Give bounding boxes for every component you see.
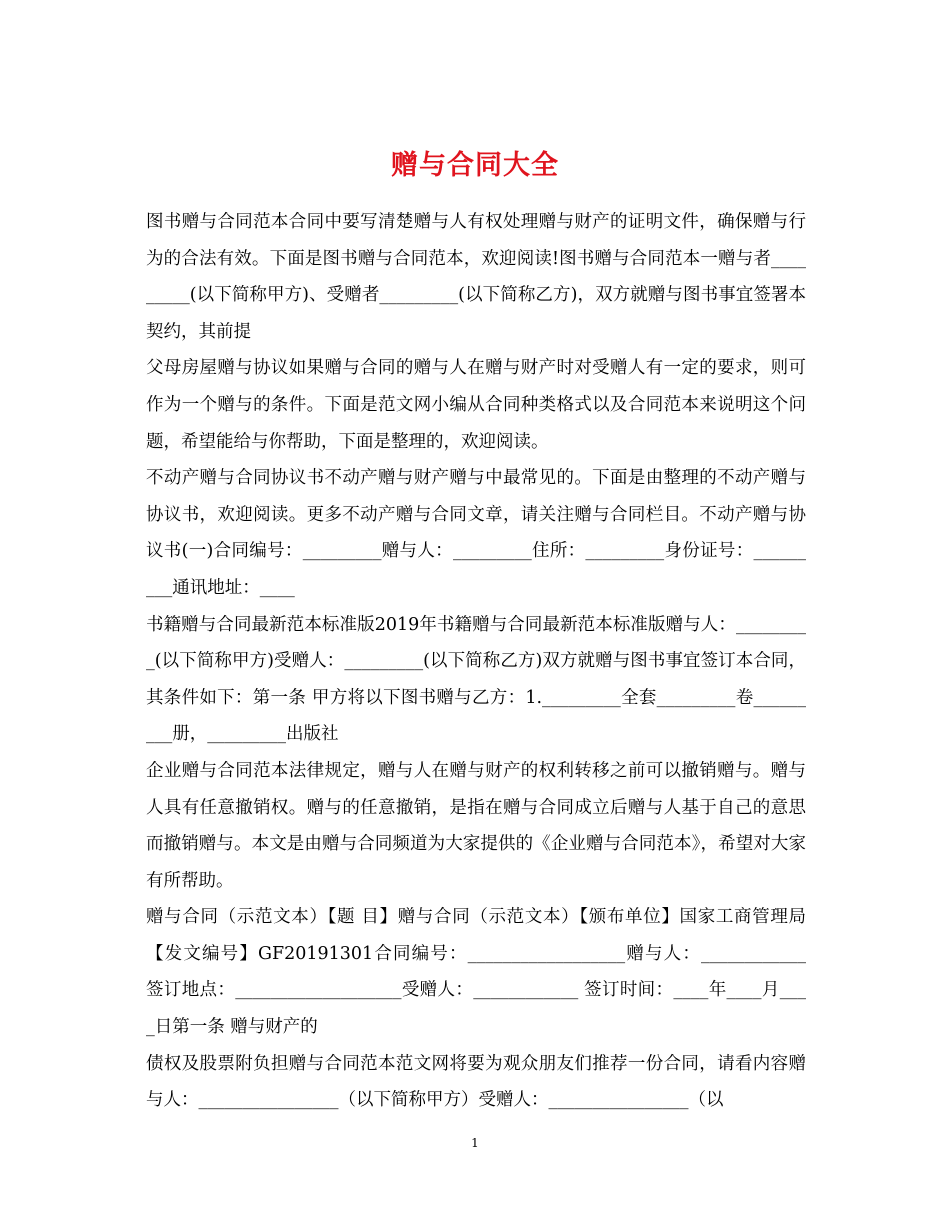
paragraph-model-text: 赠与合同（示范文本）【题 目】赠与合同（示范文本）【颁布单位】国家工商管理局【发文编号】GF20191301合同编号：__________________赠与人：____________ 签订地点：___________________受赠人：____________ 签订时间：____年____月____日第一条 赠与财产的: [146, 907, 806, 1038]
paragraph-books-standard: 书籍赠与合同最新范本标准版2019年书籍赠与合同最新范本标准版赠与人：_________(以下简称甲方)受赠人：_________(以下简称乙方)双方就赠与图书事宜签订本合同，其条件如下：第一条 甲方将以下图书赠与乙方：1._________全套_________卷_________册，_________出版社: [146, 614, 806, 745]
document-title: 赠与合同大全: [391, 150, 559, 182]
paragraph-debt-stock: 债权及股票附负担赠与合同范本范文网将要为观众朋友们推荐一份合同，请看内容赠与人：________________（以下简称甲方）受赠人：________________（以: [146, 1053, 806, 1111]
document-body: [146, 204, 806, 1119]
paragraph-parents-house: 父母房屋赠与协议如果赠与合同的赠与人在赠与财产时对受赠人有一定的要求，则可作为一个赠与的条件。下面是范文网小编从合同种类格式以及合同范本来说明这个问题，希望能给与你帮助，下面是整理的，欢迎阅读。: [146, 358, 806, 452]
paragraph-real-estate: 不动产赠与合同协议书不动产赠与财产赠与中最常见的。下面是由整理的不动产赠与协议书，欢迎阅读。更多不动产赠与合同文章，请关注赠与合同栏目。不动产赠与协议书(一)合同编号：_________赠与人：_________住所：_________身份证号：_________通讯地址：____: [146, 468, 806, 598]
page-number: 1: [471, 1136, 479, 1150]
paragraph-book-gift: 图书赠与合同范本合同中要写清楚赠与人有权处理赠与财产的证明文件，确保赠与行为的合法有效。下面是图书赠与合同范本，欢迎阅读!图书赠与合同范本一赠与者_________(以下简称甲方)、受赠者_________(以下简称乙方)，双方就赠与图书事宜签署本契约，其前提: [146, 212, 806, 342]
paragraph-enterprise: 企业赠与合同范本法律规定，赠与人在赠与财产的权利转移之前可以撤销赠与。赠与人具有任意撤销权。赠与的任意撤销，是指在赠与合同成立后赠与人基于自己的意思而撤销赠与。本文是由赠与合同频道为大家提供的《企业赠与合同范本》，希望对大家有所帮助。: [146, 760, 806, 891]
